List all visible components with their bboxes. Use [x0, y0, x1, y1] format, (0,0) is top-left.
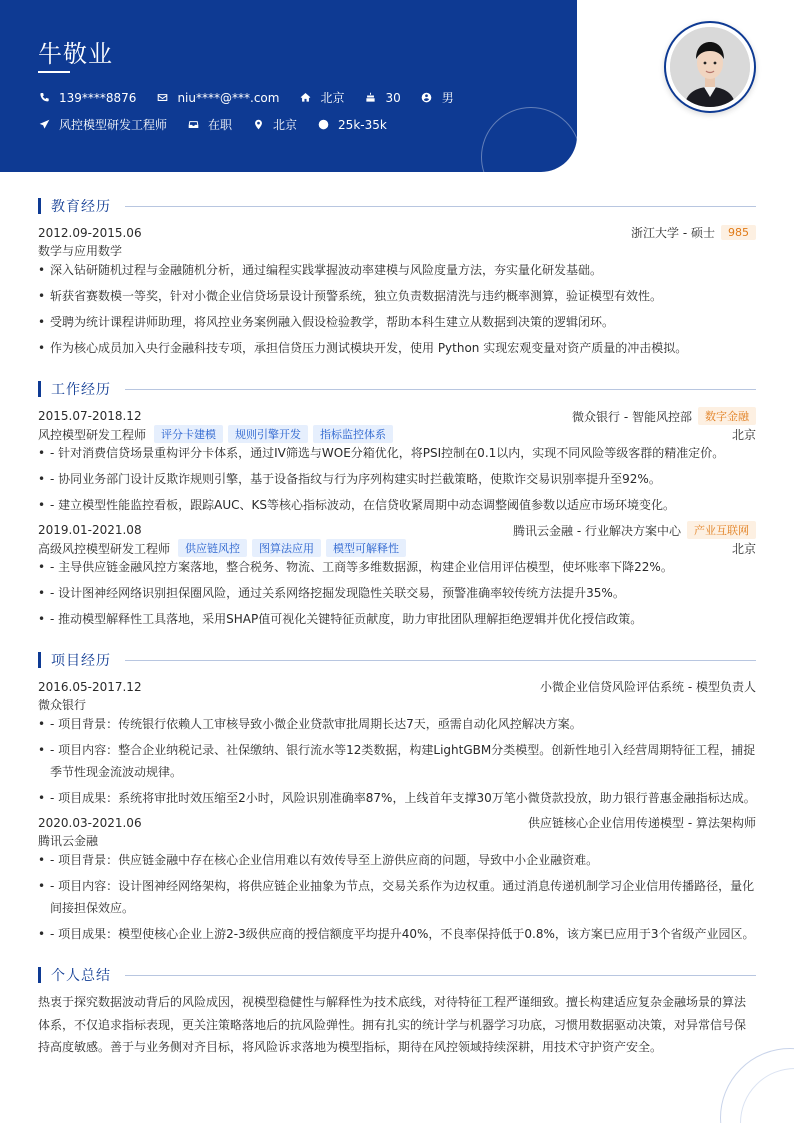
section-marker	[38, 381, 41, 397]
age-text: 30	[385, 90, 401, 105]
status-info	[187, 116, 232, 133]
work-period: 2019.01-2021.08	[38, 523, 142, 537]
list-item: • - 项目内容：整合企业纳税记录、社保缴纳、银行流水等12类数据，构建LightGBM分类模型。创新性地引入经营周期特征工程，捕捉季节性现金流波动规律。	[38, 739, 756, 783]
work-location: 北京	[731, 541, 756, 556]
inbox-icon	[187, 119, 199, 131]
avatar	[670, 27, 750, 107]
list-item: • - 建立模型性能监控看板，跟踪AUC、KS等核心指标波动，在信贷收紧周期中动态调整阈值参数以适应市场环境变化。	[38, 494, 756, 516]
skill-tag: 指标监控体系	[313, 425, 393, 443]
list-item: • 受聘为统计课程讲师助理，将风控业务案例融入假设检验教学，帮助本科生建立从数据到决策的逻辑闭环。	[38, 311, 756, 333]
user-circle-icon	[421, 92, 433, 104]
target-city-text: 北京	[273, 118, 298, 132]
money-icon	[317, 119, 329, 131]
education-school: 浙江大学 - 硕士	[631, 226, 715, 240]
section-title: 项目经历	[51, 653, 111, 669]
education-major: 数学与应用数学	[38, 244, 123, 258]
section-marker	[38, 198, 41, 214]
section-divider	[125, 206, 756, 207]
project-org: 腾讯云金融	[38, 834, 99, 848]
project-org-row	[38, 696, 756, 713]
gender-text: 男	[441, 91, 454, 105]
position-text: 风控模型研发工程师	[59, 118, 168, 132]
decorative-ring	[481, 107, 577, 172]
skill-tag: 规则引擎开发	[228, 425, 308, 443]
project-header	[38, 814, 756, 831]
industry-badge: 产业互联网	[687, 521, 756, 539]
mail-icon	[156, 92, 168, 104]
summary-text: 热衷于探究数据波动背后的风险成因，视模型稳健性与解释性为技术底线，对待特征工程严谨细致。擅长构建适应复杂金融场景的算法体系，不仅追求指标表现，更关注策略落地后的抗风险弹性。拥有扎实的统计学与机器学习功底，习惯用数据驱动决策，对异常信号保持高度敏感。善于与业务侧对齐目标，将风险诉求落地为模型指标，期待在风控领域持续深耕，用技术守护资产安全。	[38, 995, 747, 1054]
avatar-frame	[664, 21, 756, 113]
work-title-row	[38, 425, 756, 443]
list-item: • - 主导供应链金融风控方案落地，整合税务、物流、工商等多维数据源，构建企业信用评估模型，使坏账率下降22%。	[38, 556, 756, 578]
list-item: • - 项目成果：模型使核心企业上游2-3级供应商的授信额度平均提升40%，不良率保持低于0.8%，该方案已应用于3个省级产业园区。	[38, 923, 756, 945]
portrait-illustration	[670, 27, 750, 107]
list-item: • - 项目内容：设计图神经网络架构，将供应链企业抽象为节点，交易关系作为边权重。通过消息传递机制学习企业信用传播路径，量化间接担保效应。	[38, 875, 756, 919]
position-info	[38, 116, 167, 133]
list-item: • - 项目背景：供应链金融中存在核心企业信用难以有效传导至上游供应商的问题，导致中小企业融资难。	[38, 849, 756, 871]
section-divider	[125, 975, 756, 976]
list-item: • - 项目成果：系统将审批时效压缩至2小时，风险识别准确率87%，上线首年支撑30万笔小微贷款投放，助力银行普惠金融指标达成。	[38, 787, 756, 809]
work-title: 风控模型研发工程师	[38, 427, 147, 442]
work-location: 北京	[731, 427, 756, 442]
candidate-name: 牛敬业	[38, 40, 113, 68]
salary-text: 25k-35k	[338, 117, 387, 132]
work-company: 腾讯云金融 - 行业解决方案中心	[513, 523, 681, 538]
target-city-info	[252, 116, 297, 133]
project-name: 小微企业信贷风险评估系统 - 模型负责人	[540, 680, 756, 694]
skill-tag: 图算法应用	[252, 539, 321, 557]
section-work	[38, 379, 756, 399]
list-item: • - 设计图神经网络识别担保圈风险，通过关系网络挖掘发现隐性关联交易，预警准确率较传统方法提升35%。	[38, 582, 756, 604]
send-icon	[38, 119, 50, 131]
email-info	[156, 91, 279, 105]
phone-info	[38, 91, 136, 105]
section-marker	[38, 652, 41, 668]
list-item: • - 协同业务部门设计反欺诈规则引擎，基于设备指纹与行为序列构建实时拦截策略，使欺诈交易识别率提升至92%。	[38, 468, 756, 490]
section-divider	[125, 389, 756, 390]
work-company: 微众银行 - 智能风控部	[572, 409, 692, 424]
location-pin-icon	[252, 119, 264, 131]
age-info	[364, 91, 400, 105]
job-intent-row	[38, 116, 407, 133]
city-info	[299, 89, 344, 106]
list-item: • - 项目背景：传统银行依赖人工审核导致小微企业贷款审批周期长达7天，亟需自动化风控解决方案。	[38, 713, 756, 735]
section-title: 教育经历	[51, 199, 111, 215]
education-period: 2012.09-2015.06	[38, 225, 142, 240]
project-name: 供应链核心企业信用传递模型 - 算法架构师	[528, 816, 756, 830]
section-title: 工作经历	[51, 382, 111, 398]
phone-text: 139****8876	[59, 90, 137, 105]
home-icon	[299, 92, 311, 104]
project-period: 2016.05-2017.12	[38, 679, 142, 694]
education-major-row	[38, 242, 756, 259]
list-item: • 作为核心成员加入央行金融科技专项，承担信贷压力测试模块开发，使用 Python 实现宏观变量对资产质量的冲击模拟。	[38, 337, 756, 359]
cake-icon	[364, 92, 376, 104]
gender-info	[421, 89, 454, 106]
skill-tag: 评分卡建模	[154, 425, 223, 443]
work-header	[38, 407, 756, 425]
education-header	[38, 224, 756, 241]
contact-row	[38, 89, 474, 106]
project-org: 微众银行	[38, 698, 87, 712]
project-period: 2020.03-2021.06	[38, 815, 142, 830]
city-text: 北京	[320, 91, 345, 105]
section-title: 个人总结	[51, 968, 111, 984]
work-header	[38, 521, 756, 539]
section-summary	[38, 965, 756, 985]
project-header	[38, 678, 756, 695]
salary-info	[317, 118, 387, 132]
list-item: • 斩获省赛数模一等奖，针对小微企业信贷场景设计预警系统，独立负责数据清洗与违约概率测算，验证模型有效性。	[38, 285, 756, 307]
industry-badge: 数字金融	[698, 407, 756, 425]
work-title: 高级风控模型研发工程师	[38, 541, 171, 556]
work-period: 2015.07-2018.12	[38, 409, 142, 423]
work-title-row	[38, 539, 756, 557]
list-item: • - 推动模型解释性工具落地，采用SHAP值可视化关键特征贡献度，助力审批团队理解拒绝逻辑并优化授信政策。	[38, 608, 756, 630]
school-badge: 985	[721, 225, 756, 240]
list-item: • - 针对消费信贷场景重构评分卡体系，通过IV筛选与WOE分箱优化，将PSI控制在0.1以内，实现不同风险等级客群的精准定价。	[38, 442, 756, 464]
skill-tag: 供应链风控	[178, 539, 247, 557]
project-org-row	[38, 832, 756, 849]
header-banner	[0, 0, 577, 172]
section-education	[38, 196, 756, 216]
section-marker	[38, 967, 41, 983]
email-text: niu****@***.com	[177, 90, 280, 105]
section-divider	[125, 660, 756, 661]
phone-icon	[38, 92, 50, 104]
list-item: • 深入钻研随机过程与金融随机分析，通过编程实践掌握波动率建模与风险度量方法，夯实量化研发基础。	[38, 259, 756, 281]
section-projects	[38, 650, 756, 670]
skill-tag: 模型可解释性	[326, 539, 406, 557]
status-text: 在职	[208, 118, 233, 132]
name-underline	[38, 71, 70, 73]
